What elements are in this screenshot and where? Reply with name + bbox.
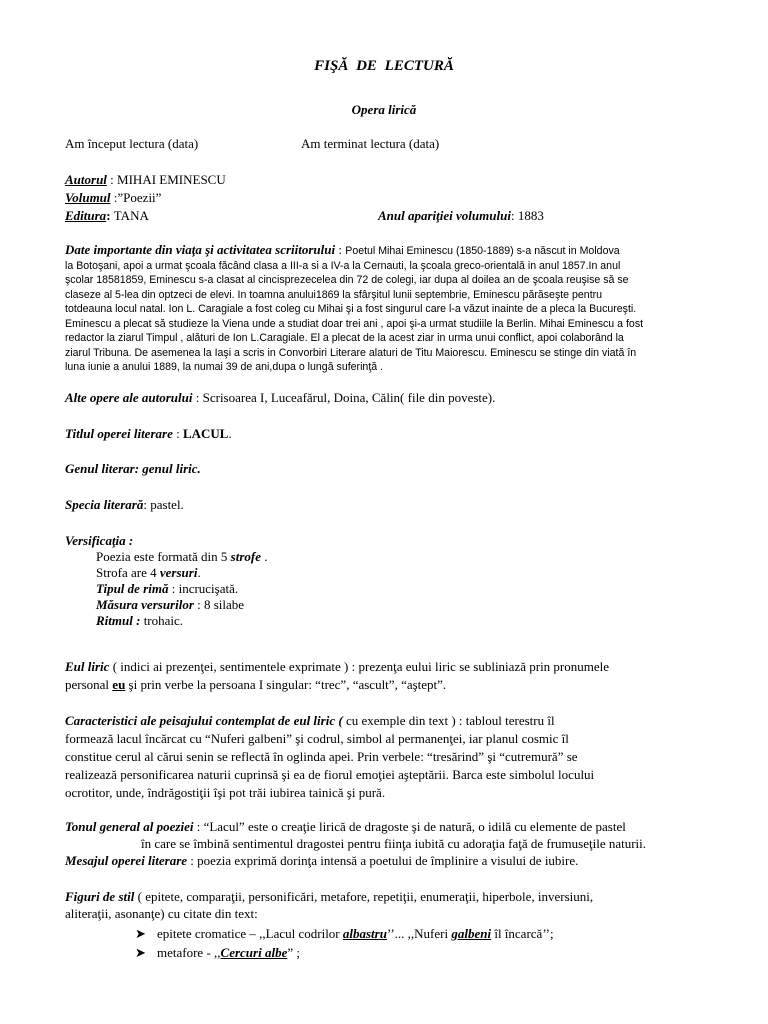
volume-value: ”Poezii” <box>117 190 162 205</box>
text: Strofa are 4 <box>96 565 160 580</box>
publisher-line <box>65 208 735 224</box>
text-line: formează lacul încărcat cu “Nuferi galbeni” şi codrul, simbol al permanenţei, iar planul cosmic îl <box>65 731 569 746</box>
author-value: MIHAI EMINESCU <box>117 172 226 187</box>
volume-label: Volumul <box>65 190 111 205</box>
work-title-value: LACUL <box>182 426 229 441</box>
publisher-value: TANA <box>113 208 149 223</box>
message-value: poezia exprimă dorinţa intensă a poetului de împlinire a visului de iubire. <box>197 853 579 868</box>
text: Ritmul : <box>96 613 141 628</box>
text: Cercuri albe <box>220 945 288 960</box>
text-line: constitue cerul al cărui senin se reflectă în oglinda apei. Prin verbele: “tresărind” şi “cutremură” se <box>65 749 578 764</box>
author-label: Autorul <box>65 172 107 187</box>
reading-dates <box>65 136 735 152</box>
text: : 8 silabe <box>193 597 245 612</box>
bio-line: Eminescu a plecat să studieze la Viena unde a studiat doar trei ani , apoi şi-a urmat studiile la Berlin. Mihai Eminescu a fost <box>65 317 644 330</box>
reading-end: Am terminat lectura (data) <box>301 136 440 151</box>
bio-line: şcolar 18581859, Eminescu s-a clasat al cincisprezecelea din 72 de colegi, iar dupa al doilea an de şcoala reuşise să se <box>65 274 629 286</box>
arrow-bullet-icon: ➤ <box>135 945 146 960</box>
work-title-label: Titlul operei literare <box>65 426 173 441</box>
text: . <box>197 565 201 580</box>
versification-section <box>65 533 735 629</box>
year-value: 1883 <box>517 208 544 223</box>
versification-meter <box>65 597 735 613</box>
sep: : <box>187 853 198 868</box>
author-line <box>65 172 735 188</box>
text: strofe <box>230 549 261 564</box>
text: trohaic. <box>140 613 184 628</box>
year-label: Anul apariţiei volumului <box>378 208 511 223</box>
text: : incrucişată. <box>168 581 239 596</box>
sep: : <box>192 390 203 405</box>
text: ( indici ai prezenţei, sentimentele exprimate ) : prezenţa eului liric se subliniază prin pronumele <box>109 659 610 674</box>
figure-bullet-metaphors <box>135 945 735 961</box>
text: şi prin verbe la persoana I singular: “trec”, “ascult”, “aştept”. <box>125 677 447 692</box>
bio-line: Poetul Mihai Eminescu (1850-1889) s-a născut in Moldova <box>345 245 620 257</box>
bio-line: la Botoşani, apoi a urmat şcoala făcând clasa a III-a si a IV-a la Cernauti, la şcoala greco-orientală in anul 1857.In anul <box>65 259 621 272</box>
species-label: Specia literară <box>65 497 144 512</box>
sep: : <box>106 172 118 187</box>
text: îl încarcă’’; <box>491 926 554 941</box>
versification-stanzas <box>65 549 735 565</box>
versification-verses <box>65 565 735 581</box>
message-label: Mesajul operei literare <box>65 853 188 868</box>
bio-line: luna iunie a anului 1889, la numai 39 de ani,dupa o lungă suferinţă . <box>65 361 384 373</box>
sep: : <box>510 208 518 223</box>
text-line: aliteraţii, asonanţe) cu citate din text: <box>65 906 258 921</box>
text: Poezia este formată din 5 <box>96 549 231 564</box>
text: ( epitete, comparaţii, personificări, metafore, repetiţii, enumeraţii, hiperbole, inversiuni, <box>134 889 594 904</box>
tone-section <box>65 818 735 852</box>
text-line: ocrotitor, unde, îndrăgostiţii îşi pot trăi iubirea tainică şi pură. <box>65 785 386 800</box>
lyric-self-label: Eul liric <box>65 659 110 674</box>
document-title: FIŞĂ DE LECTURĂ <box>314 58 454 74</box>
bio-line: redactor la ziarul Timpul , alături de Ion L.Caragiale. El a plecat de la acest ziar in urma unui conflict, apoi colaborând la <box>65 332 624 344</box>
message-line <box>65 853 735 869</box>
genre-line <box>65 461 735 477</box>
bio-line: claseze al 5-lea din optzeci de elevi. In toamna anului1869 la sfârşitul lunii septembrie, Eminescu părăseşte pentru <box>65 288 603 301</box>
text: cu exemple din text ) : tabloul terestru îl <box>342 713 555 728</box>
volume-line <box>65 190 735 206</box>
reading-start: Am început lectura (data) <box>65 136 199 151</box>
other-works-line <box>65 390 735 406</box>
sep: . <box>228 426 232 441</box>
text: albastru <box>342 926 387 941</box>
text: versuri <box>159 565 198 580</box>
text: ’’... ,,Nuferi <box>386 926 452 941</box>
landscape-section <box>65 712 735 802</box>
text: . <box>261 549 268 564</box>
figures-label: Figuri de stil <box>65 889 135 904</box>
arrow-bullet-icon: ➤ <box>135 926 146 941</box>
other-works-value: Scrisoarea I, Luceafărul, Doina, Călin( file din poveste). <box>202 390 496 405</box>
bio-section <box>65 243 735 375</box>
text: epitete cromatice – ,,Lacul codrilor <box>157 926 343 941</box>
text: galbeni <box>451 926 492 941</box>
species-line <box>65 497 735 513</box>
versification-rhyme <box>65 581 735 597</box>
sep: : <box>106 208 114 223</box>
other-works-label: Alte opere ale autorului <box>65 390 193 405</box>
lyric-self-section <box>65 658 735 694</box>
text: metafore - ,, <box>157 945 221 960</box>
figure-bullet-epithets <box>135 926 735 942</box>
landscape-label: Caracteristici ale peisajului contemplat de eul liric ( <box>65 713 343 728</box>
genre-label: Genul literar: genul liric. <box>65 461 201 476</box>
publisher-label: Editura <box>65 208 107 223</box>
bio-label: Date importante din viaţa şi activitatea scriitorului <box>65 242 336 257</box>
text: Tipul de rimă <box>96 581 169 596</box>
tone-label: Tonul general al poeziei <box>65 819 194 834</box>
text: Măsura versurilor <box>96 597 194 612</box>
text-line: în care se îmbină sentimentul dragostei pentru fiinţa iubită cu adoraţia faţă de frumuseţile naturii. <box>141 836 647 851</box>
text-line: realizează personificarea naturii cuprinsă şi ea de fiorul emoţiei aşteptării. Barca este simbolul locului <box>65 767 595 782</box>
text: : “Lacul” este o creaţie lirică de dragoste şi de natură, o idilă cu elemente de pastel <box>193 819 626 834</box>
work-title-line <box>65 426 735 442</box>
sep: : <box>172 426 183 441</box>
versification-label: Versificaţia : <box>65 533 134 548</box>
sep: : <box>335 242 346 257</box>
sep: : <box>110 190 118 205</box>
bio-line: ziarul Tribuna. De asemenea la Iaşi a scris in Convorbiri Literare alaturi de Titu Maiorescu. Eminescu se stinge din viată în <box>65 346 637 359</box>
bio-line: totdeauna locul natal. Ion L. Caragiale a fost coleg cu Mihai şi a fost singurul care l-a văzut inainte de a pleca la Bucureşti. <box>65 303 637 315</box>
text: eu <box>112 677 126 692</box>
text: ” ; <box>287 945 300 960</box>
versification-rhythm <box>65 613 735 629</box>
year-field <box>378 208 544 224</box>
species-value: pastel. <box>150 497 184 512</box>
sep: : <box>143 497 151 512</box>
figures-section <box>65 888 735 922</box>
document-subtitle: Opera lirică <box>351 102 417 117</box>
text: personal <box>65 677 113 692</box>
